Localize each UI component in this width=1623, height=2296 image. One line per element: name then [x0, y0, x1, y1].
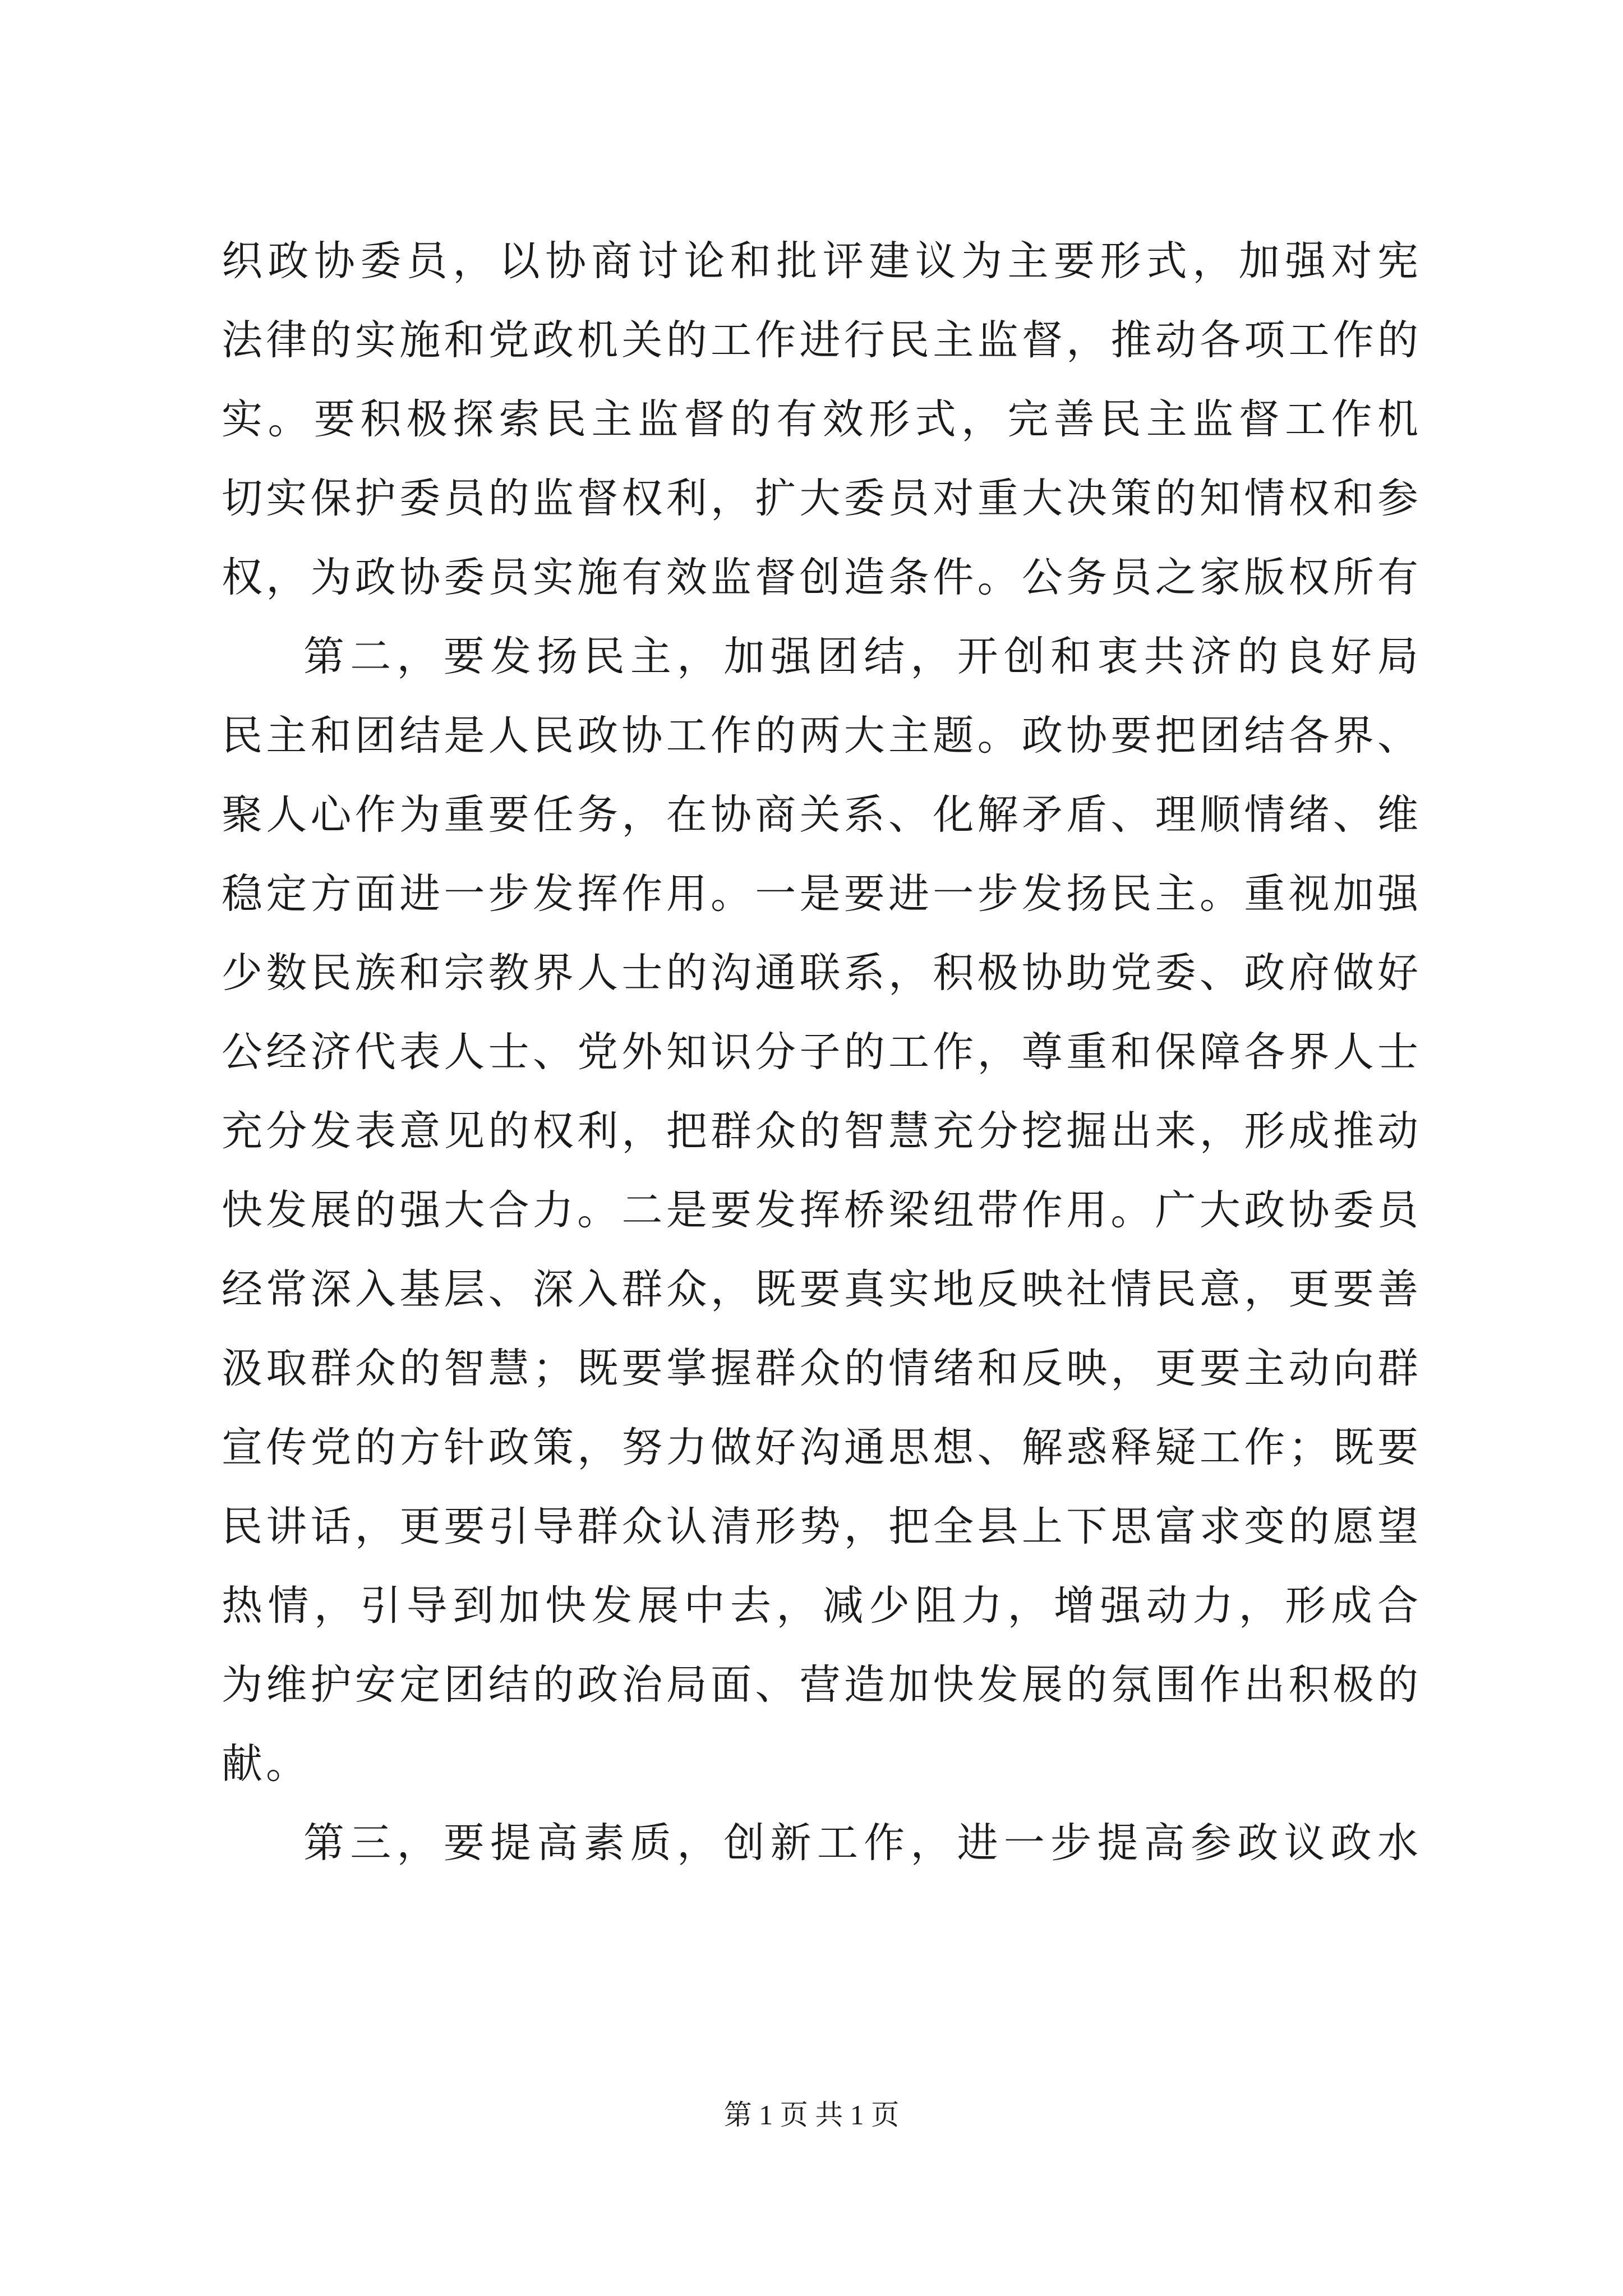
text-line: 汲取群众的智慧；既要掌握群众的情绪和反映，更要主动向群 [222, 1345, 1422, 1392]
document-body [222, 222, 1422, 1883]
text-line: 宣传党的方针政策，努力做好沟通思想、解惑释疑工作；既要 [222, 1424, 1422, 1471]
text-line: 民讲话，更要引导群众认清形势，把全县上下思富求变的愿望 [222, 1503, 1422, 1550]
text-line: 织政协委员，以协商讨论和批评建议为主要形式，加强对宪 [222, 237, 1422, 285]
text-line: 聚人心作为重要任务，在协商关系、化解矛盾、理顺情绪、维 [222, 791, 1422, 839]
text-line: 为维护安定团结的政治局面、营造加快发展的氛围作出积极的 [222, 1661, 1422, 1709]
text-line: 少数民族和宗教界人士的沟通联系，积极协助党委、政府做好 [222, 949, 1422, 997]
text-line: 公经济代表人士、党外知识分子的工作，尊重和保障各界人士 [222, 1028, 1422, 1076]
text-line: 充分发表意见的权利，把群众的智慧充分挖掘出来，形成推动 [222, 1107, 1422, 1155]
text-line: 热情，引导到加快发展中去，减少阻力，增强动力，形成合 [222, 1582, 1422, 1630]
text-line: 快发展的强大合力。二是要发挥桥梁纽带作用。广大政协委员 [222, 1186, 1422, 1234]
text-line: 稳定方面进一步发挥作用。一是要进一步发扬民主。重视加强 [222, 870, 1422, 918]
text-line: 经常深入基层、深入群众，既要真实地反映社情民意，更要善 [222, 1266, 1422, 1313]
text-line: 切实保护委员的监督权利，扩大委员对重大决策的知情权和参 [222, 475, 1422, 522]
text-line: 民主和团结是人民政协工作的两大主题。政协要把团结各界、 [222, 712, 1422, 760]
page-footer: 第 1 页 共 1 页 [723, 2099, 900, 2131]
text-line: 第二，要发扬民主，加强团结，开创和衷共济的良好局 [303, 633, 1422, 680]
text-line: 第三，要提高素质，创新工作，进一步提高参政议政水 [303, 1819, 1422, 1867]
text-line: 法律的实施和党政机关的工作进行民主监督，推动各项工作的 [222, 316, 1422, 364]
text-line: 权，为政协委员实施有效监督创造条件。公务员之家版权所有 [222, 554, 1422, 601]
text-line: 实。要积极探索民主监督的有效形式，完善民主监督工作机 [222, 395, 1422, 443]
text-line: 献。 [222, 1740, 310, 1788]
